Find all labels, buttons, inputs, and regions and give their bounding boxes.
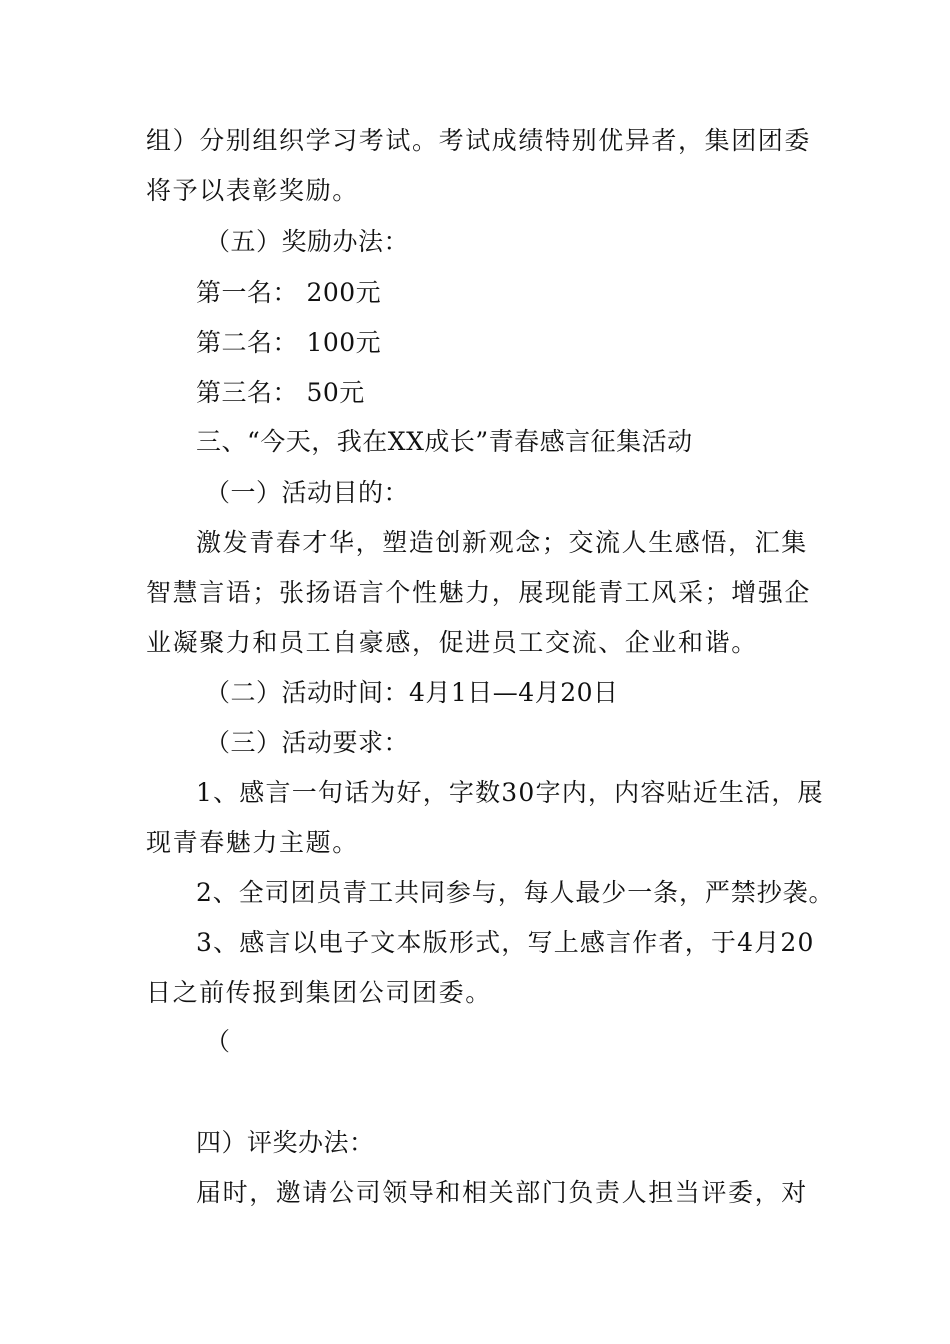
prize-second: 第二名： 100元 [196,328,382,357]
purpose-line-2: 智慧言语；张扬语言个性魅力，展现能青工风采；增强企 [146,578,812,607]
judging-line-1: 届时，邀请公司领导和相关部门负责人担当评委，对 [196,1178,808,1207]
heading-requirements: （三）活动要求： [205,728,410,757]
paragraph-intro-line-1: 组）分别组织学习考试。考试成绩特别优异者，集团团委 [146,126,812,155]
requirement-2: 2、全司团员青工共同参与，每人最少一条，严禁抄袭。 [196,878,835,907]
stray-parenthesis: （ [205,1027,231,1056]
heading-purpose: （一）活动目的： [205,478,410,507]
prize-first: 第一名： 200元 [196,278,382,307]
requirement-3-line-1: 3、感言以电子文本版形式，写上感言作者，于4月20 [196,928,815,957]
heading-activity-time: （二）活动时间：4月1日—4月20日 [205,678,619,707]
prize-third: 第三名： 50元 [196,378,365,407]
heading-judging: 四）评奖办法： [196,1128,375,1157]
requirement-3-line-2: 日之前传报到集团公司团委。 [146,978,492,1007]
heading-reward-method: （五）奖励办法： [205,227,410,256]
requirement-1-line-2: 现青春魅力主题。 [146,828,359,857]
purpose-line-3: 业凝聚力和员工自豪感，促进员工交流、企业和谐。 [146,628,758,657]
section-three-title: 三、“今天，我在XX成长”青春感言征集活动 [196,427,693,456]
requirement-1-line-1: 1、感言一句话为好，字数30字内，内容贴近生活，展 [196,778,824,807]
purpose-line-1: 激发青春才华，塑造创新观念；交流人生感悟，汇集 [196,528,808,557]
paragraph-intro-line-2: 将予以表彰奖励。 [146,176,359,205]
